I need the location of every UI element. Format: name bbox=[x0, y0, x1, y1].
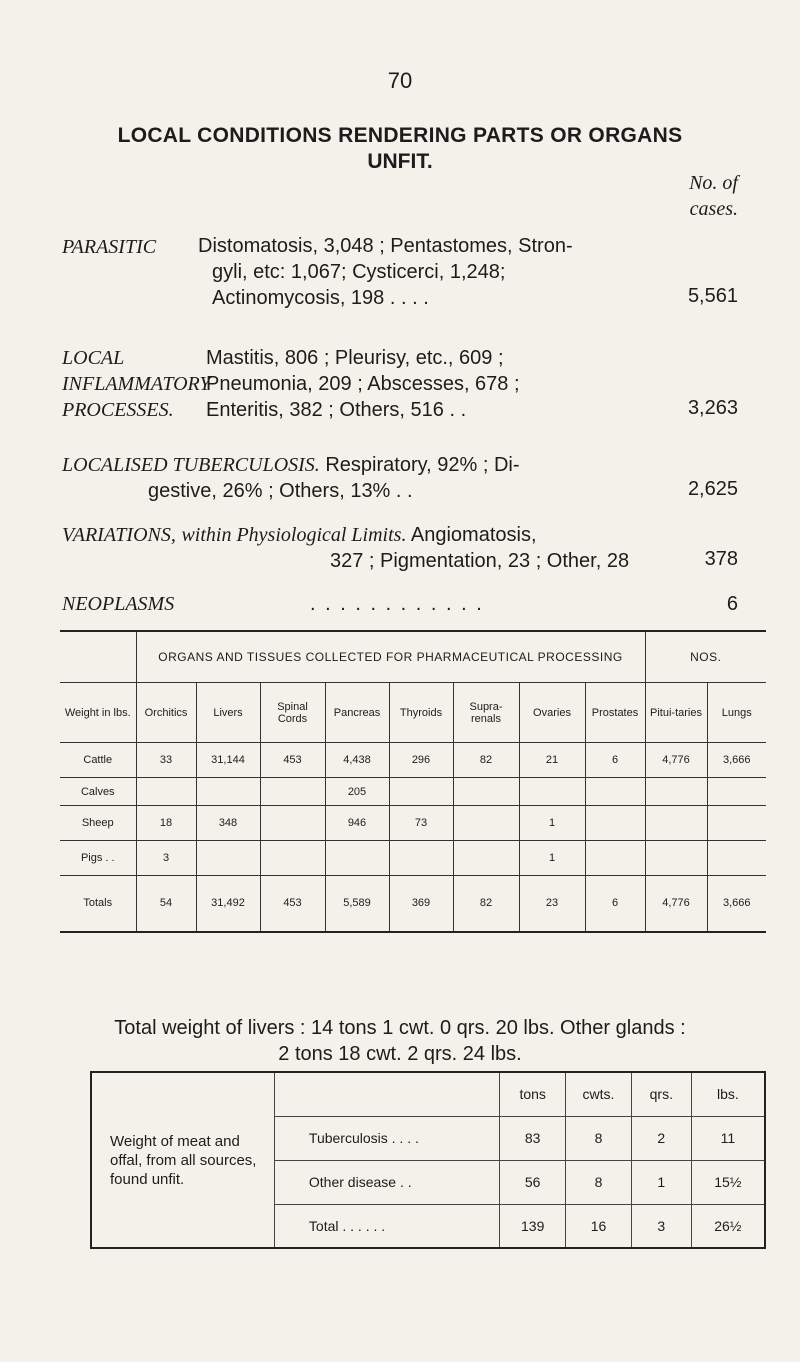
col-header: Ovaries bbox=[519, 683, 585, 743]
table-cell bbox=[260, 778, 325, 806]
variations-line2: 327 ; Pigmentation, 23 ; Other, 28 bbox=[330, 550, 630, 572]
totals-row bbox=[60, 876, 766, 932]
variations-label-sub: within Physiological Limits. bbox=[181, 524, 407, 546]
livers-weight-summary bbox=[60, 1015, 740, 1067]
local-inflammatory-label bbox=[62, 345, 211, 423]
table-row bbox=[60, 778, 766, 806]
meat-header-row bbox=[91, 1072, 765, 1116]
row-label: Cattle bbox=[60, 743, 136, 778]
neoplasms-dots: . . . . . . . . . . . . bbox=[310, 593, 484, 615]
cases-column-header bbox=[689, 170, 738, 222]
table-cell bbox=[260, 841, 325, 876]
col-header: Spinal Cords bbox=[260, 683, 325, 743]
row-label: Sheep bbox=[60, 806, 136, 841]
table-cell: 15½ bbox=[691, 1160, 765, 1204]
table-cell: 16 bbox=[566, 1204, 632, 1248]
col-header: cwts. bbox=[566, 1072, 632, 1116]
col-header: Pancreas bbox=[325, 683, 389, 743]
table-cell: 56 bbox=[500, 1160, 566, 1204]
col-header: Prostates bbox=[585, 683, 645, 743]
table-cell: 6 bbox=[585, 743, 645, 778]
col-header: Pitui-taries bbox=[645, 683, 707, 743]
local-inflammatory-count: 3,263 bbox=[687, 397, 738, 419]
table-cell: 3,666 bbox=[707, 876, 766, 932]
col-header: lbs. bbox=[691, 1072, 765, 1116]
table-cell: 453 bbox=[260, 743, 325, 778]
parasitic-text bbox=[198, 233, 573, 311]
localised-tb-line1-wrap bbox=[62, 452, 520, 478]
col-header: Orchitics bbox=[136, 683, 196, 743]
row-label: Calves bbox=[60, 778, 136, 806]
col-header: Supra-renals bbox=[453, 683, 519, 743]
table-cell: 453 bbox=[260, 876, 325, 932]
parasitic-line1: Distomatosis, 3,048 ; Pentastomes, Stron- bbox=[198, 235, 573, 257]
localised-tb-count: 2,625 bbox=[687, 478, 738, 500]
meat-table-label: Weight of meat and offal, from all sources, found unfit. bbox=[91, 1072, 274, 1248]
table-cell: 139 bbox=[500, 1204, 566, 1248]
table-cell bbox=[585, 806, 645, 841]
table-cell: 31,492 bbox=[196, 876, 260, 932]
table-cell bbox=[645, 841, 707, 876]
neoplasms-count: 6 bbox=[726, 593, 738, 615]
table-cell: 82 bbox=[453, 876, 519, 932]
organs-table bbox=[60, 630, 766, 933]
table-cell bbox=[585, 841, 645, 876]
organs-corner-cell bbox=[60, 631, 136, 683]
table-cell: 54 bbox=[136, 876, 196, 932]
table-cell bbox=[260, 806, 325, 841]
table-cell: 82 bbox=[453, 743, 519, 778]
table-cell: 73 bbox=[389, 806, 453, 841]
page-subtitle: UNFIT. bbox=[367, 150, 433, 173]
page-title: LOCAL CONDITIONS RENDERING PARTS OR ORGANS bbox=[117, 124, 683, 147]
row-label: Totals bbox=[60, 876, 136, 932]
table-cell: 205 bbox=[325, 778, 389, 806]
row-label: Pigs . . bbox=[60, 841, 136, 876]
table-cell: 26½ bbox=[691, 1204, 765, 1248]
parasitic-line3: Actinomycosis, 198 . . . . bbox=[212, 287, 429, 309]
table-cell bbox=[645, 778, 707, 806]
cases-header-line2: cases. bbox=[689, 198, 738, 220]
parasitic-count: 5,561 bbox=[687, 285, 738, 307]
table-cell: 946 bbox=[325, 806, 389, 841]
table-cell bbox=[389, 778, 453, 806]
table-cell: 348 bbox=[196, 806, 260, 841]
table-cell bbox=[453, 806, 519, 841]
table-row bbox=[60, 841, 766, 876]
local-inflammatory-label3: PROCESSES. bbox=[62, 399, 174, 421]
table-cell: 3 bbox=[631, 1204, 691, 1248]
col-header: tons bbox=[500, 1072, 566, 1116]
organs-group-header: ORGANS AND TISSUES COLLECTED FOR PHARMACEUTICAL PROCESSING bbox=[136, 631, 645, 683]
table-cell: 3,666 bbox=[707, 743, 766, 778]
disease-label: Total . . . . . . bbox=[274, 1204, 499, 1248]
local-inflammatory-label2: INFLAMMATORY bbox=[62, 373, 211, 395]
table-cell bbox=[707, 841, 766, 876]
neoplasms-label: NEOPLASMS bbox=[62, 593, 175, 615]
table-cell: 2 bbox=[631, 1116, 691, 1160]
table-cell: 4,776 bbox=[645, 743, 707, 778]
table-row bbox=[60, 743, 766, 778]
local-inflammatory-line3: Enteritis, 382 ; Others, 516 . . bbox=[206, 399, 467, 421]
disease-label: Tuberculosis . . . . bbox=[274, 1116, 499, 1160]
table-cell: 33 bbox=[136, 743, 196, 778]
table-cell: 3 bbox=[136, 841, 196, 876]
table-cell: 31,144 bbox=[196, 743, 260, 778]
table-cell bbox=[453, 778, 519, 806]
table-cell bbox=[196, 778, 260, 806]
table-cell: 83 bbox=[500, 1116, 566, 1160]
table-cell: 5,589 bbox=[325, 876, 389, 932]
parasitic-line2: gyli, etc: 1,067; Cysticerci, 1,248; bbox=[212, 261, 506, 283]
table-cell bbox=[196, 841, 260, 876]
page-number: 70 bbox=[387, 68, 413, 93]
variations-line1-wrap bbox=[62, 522, 537, 548]
table-cell: 1 bbox=[631, 1160, 691, 1204]
table-cell: 23 bbox=[519, 876, 585, 932]
table-cell bbox=[519, 778, 585, 806]
col-header: Lungs bbox=[707, 683, 766, 743]
table-cell: 18 bbox=[136, 806, 196, 841]
table-cell bbox=[136, 778, 196, 806]
table-cell: 1 bbox=[519, 806, 585, 841]
summary-line2: 2 tons 18 cwt. 2 qrs. 24 lbs. bbox=[278, 1043, 522, 1065]
table-cell: 8 bbox=[566, 1116, 632, 1160]
local-inflammatory-label1: LOCAL bbox=[62, 347, 125, 369]
table-cell: 4,438 bbox=[325, 743, 389, 778]
table-cell bbox=[453, 841, 519, 876]
local-inflammatory-line2: Pneumonia, 209 ; Abscesses, 678 ; bbox=[206, 373, 520, 395]
localised-tb-line2: gestive, 26% ; Others, 13% . . bbox=[148, 480, 413, 502]
table-cell bbox=[389, 841, 453, 876]
col-header: Livers bbox=[196, 683, 260, 743]
local-inflammatory-line1: Mastitis, 806 ; Pleurisy, etc., 609 ; bbox=[206, 347, 504, 369]
organs-first-col-header: Weight in lbs. bbox=[60, 683, 136, 743]
table-cell: 11 bbox=[691, 1116, 765, 1160]
variations-line1: Angiomatosis, bbox=[410, 524, 537, 546]
organs-nos-header: NOS. bbox=[645, 631, 766, 683]
table-cell bbox=[325, 841, 389, 876]
table-cell bbox=[645, 806, 707, 841]
table-cell bbox=[707, 806, 766, 841]
localised-tb-label: LOCALISED TUBERCULOSIS. bbox=[62, 454, 320, 476]
variations-count: 378 bbox=[704, 548, 738, 570]
table-cell: 1 bbox=[519, 841, 585, 876]
meat-header-blank bbox=[274, 1072, 499, 1116]
localised-tb-line1: Respiratory, 92% ; Di- bbox=[325, 454, 520, 476]
table-cell: 296 bbox=[389, 743, 453, 778]
meat-offal-table bbox=[90, 1071, 766, 1249]
table-row bbox=[60, 806, 766, 841]
col-header: qrs. bbox=[631, 1072, 691, 1116]
table-cell: 369 bbox=[389, 876, 453, 932]
variations-label: VARIATIONS, bbox=[62, 524, 176, 546]
table-cell: 6 bbox=[585, 876, 645, 932]
table-cell: 8 bbox=[566, 1160, 632, 1204]
table-cell: 4,776 bbox=[645, 876, 707, 932]
col-header: Thyroids bbox=[389, 683, 453, 743]
cases-header-line1: No. of bbox=[689, 172, 738, 194]
table-cell bbox=[707, 778, 766, 806]
table-cell: 21 bbox=[519, 743, 585, 778]
parasitic-label: PARASITIC bbox=[62, 236, 157, 258]
local-inflammatory-text bbox=[206, 345, 520, 423]
disease-label: Other disease . . bbox=[274, 1160, 499, 1204]
organs-header-row bbox=[60, 683, 766, 743]
table-cell bbox=[585, 778, 645, 806]
summary-line1: Total weight of livers : 14 tons 1 cwt. 0 qrs. 20 lbs. Other glands : bbox=[114, 1017, 686, 1039]
